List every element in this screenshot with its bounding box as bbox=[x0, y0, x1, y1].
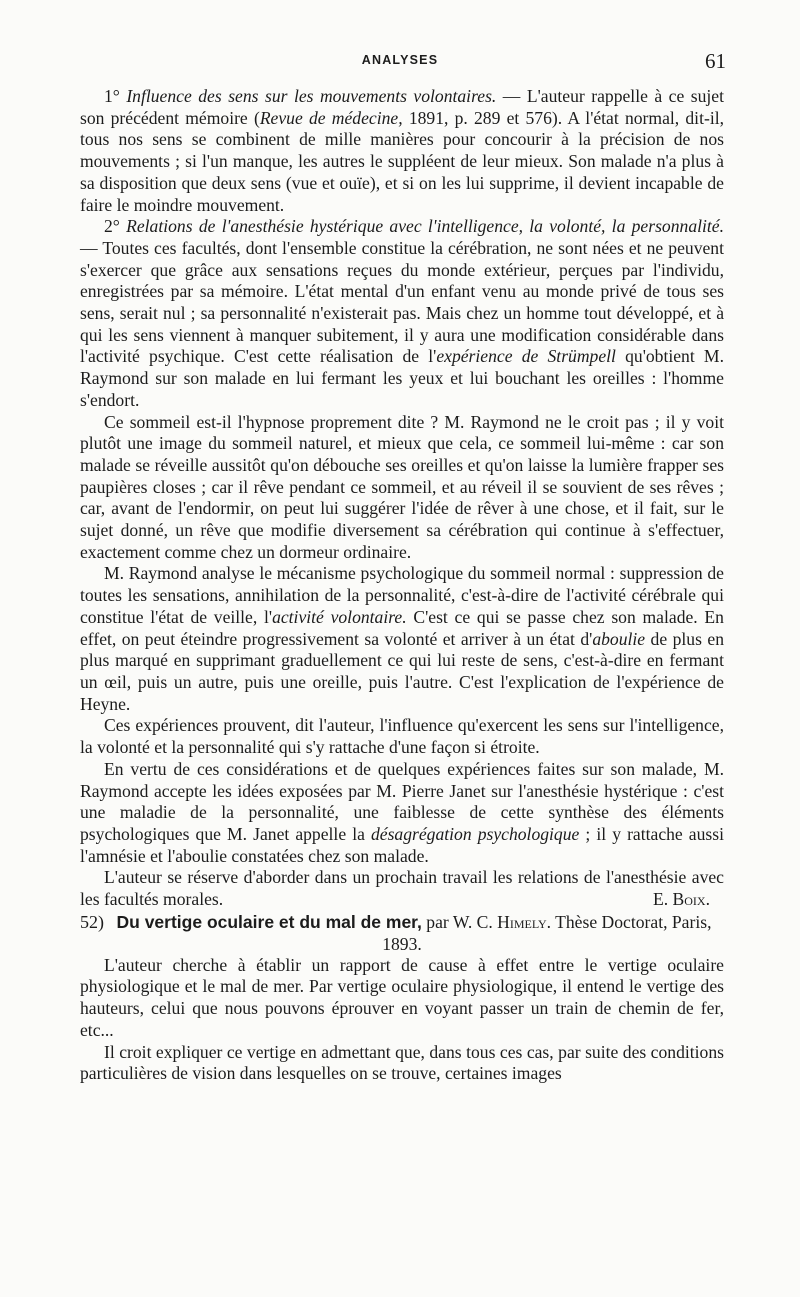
paragraph-number: 1° bbox=[104, 86, 120, 106]
paragraph-experiences: Ces expériences prouvent, dit l'auteur, l'influence qu'exercent les sens sur l'intelligence, la volonté et la personnalité qui s'y rattache d'une façon si étroite. bbox=[80, 715, 724, 758]
running-head bbox=[0, 50, 800, 74]
paragraph-vertige-intro: L'auteur cherche à établir un rapport de cause à effet entre le vertige oculaire physiologique et le mal de mer. Par vertige oculaire physiologique, il entend le vertige des hauteurs, celui que nous pouvons éprouver en voyant passer un train de chemin de fer, etc... bbox=[80, 954, 724, 1040]
paragraph-mecanisme bbox=[80, 563, 724, 715]
emphasis: aboulie bbox=[592, 628, 646, 649]
paragraph-influence-sens bbox=[80, 86, 724, 216]
section-author: Himely bbox=[497, 911, 547, 932]
author-signature: E. Boix. bbox=[652, 889, 710, 910]
paragraph-title: Relations de l'anesthésie hystérique avec l'intelligence, la volonté, la personnalité. bbox=[126, 216, 724, 237]
paragraph-vertige-explication: Il croit expliquer ce vertige en admettant que, dans tous ces cas, par suite des conditions particulières de vision dans lesquelles on se trouve, certaines images bbox=[80, 1041, 724, 1084]
citation: Revue de médecine, bbox=[259, 107, 403, 128]
section-heading bbox=[80, 911, 724, 955]
page-number: 61 bbox=[705, 49, 726, 73]
paragraph-text: — Toutes ces facultés, dont l'ensemble constitue la cérébration, ne sont nées et ne peuvent s'exercer que grâce aux sensations reçues du monde extérieur, perçues par l'individu, enregistrées par sa mémoire. L'état mental d'un enfant venu au monde privé de tous ses sens, serait nul ; sa personnalité n'existerait pas. Mais chez un homme tout développé, et à qui les sens viennent à manquer subitement, il y aura une modification considérable dans l'activité psychique. C'est cette réalisation de l' bbox=[80, 237, 724, 367]
section-details: . Thèse Doctorat, Paris, 1893. bbox=[382, 911, 712, 954]
paragraph-relations-anesthesie bbox=[80, 216, 724, 411]
paragraph-text: 1891, p. 289 et 576). A l'état normal, dit-il, tous nos sens se combinent de mille manières pour concourir à la précision de nos mouvements ; si l'un manque, les autres le suppléent de leur mieux. Son malade n'a plus à sa disposition que deux sens (vue et ouïe), et si on les lui supprime, il devient incapable de faire le moindre mouvement. bbox=[80, 107, 724, 215]
paragraph-text: L'auteur se réserve d'aborder dans un prochain travail les relations de l'anesthésie avec les facultés morales. bbox=[80, 867, 724, 910]
emphasis: activité volontaire. bbox=[272, 606, 407, 627]
paragraph-text: ; il y rattache aussi l'amnésie et l'aboulie constatées chez son malade. bbox=[80, 823, 724, 866]
paragraph-sommeil: Ce sommeil est-il l'hypnose proprement dite ? M. Raymond ne le croit pas ; il y voit plutôt une image du sommeil naturel, et mieux que cela, ce sommeil lui-même : car son malade se réveille aussitôt qu'on débouche ses oreilles et qu'on laisse la lumière frapper ses paupières closes ; car il rêve pendant ce sommeil, et au réveil il se souvient de ses rêves ; car, avant de l'endormir, on peut lui suggérer l'idée de rêver à une chose, et il fait, sur le sujet donné, un rêve que modifie diversement sa cérébration qui continue à s'effectuer, exactement comme chez un dormeur ordinaire. bbox=[80, 411, 724, 562]
paragraph-number: 2° bbox=[104, 216, 120, 237]
paragraph-text: — L'auteur rappelle à ce sujet son précédent mémoire ( bbox=[80, 86, 724, 128]
emphasis: désagrégation psychologique bbox=[370, 823, 580, 844]
paragraph-text: En vertu de ces considérations et de quelques expériences faites sur son malade, M. Raymond accepte les idées exposées par M. Pierre Janet sur l'anesthésie hystérique : c'est une maladie de la personnalité, une faiblesse de cette synthèse des éléments psychologiques que M. Janet appelle la bbox=[80, 758, 724, 844]
running-title: ANALYSES bbox=[361, 53, 439, 67]
paragraph-title: Influence des sens sur les mouvements volontaires. bbox=[126, 86, 497, 106]
section-title: Du vertige oculaire et du mal de mer, bbox=[116, 911, 422, 932]
emphasis: expérience de Strümpell bbox=[436, 346, 616, 367]
section-byline: par W. C. bbox=[421, 911, 498, 932]
body-text bbox=[80, 86, 724, 1085]
section-number: 52) bbox=[80, 911, 104, 932]
paragraph-text: M. Raymond analyse le mécanisme psychologique du sommeil normal : suppression de toutes les sensations, annihilation de la personnalité, c'est-à-dire de l'activité cérébrale qui constitue l'état de veille, l' bbox=[80, 563, 724, 627]
paragraph-text: C'est ce qui se passe chez son malade. En effet, on peut éteindre progressivement sa volonté et arriver à un état d' bbox=[80, 606, 724, 649]
paragraph-conclusion bbox=[80, 867, 724, 910]
paragraph-janet bbox=[80, 759, 724, 868]
paragraph-text: qu'obtient M. Raymond sur son malade en lui fermant les yeux et lui bouchant les oreilles : l'homme s'endort. bbox=[80, 346, 724, 410]
paragraph-text: de plus en plus marqué en supprimant graduellement ce qui lui reste de sens, c'est-à-dire en fermant un œil, puis un autre, puis une oreille, puis l'autre. C'est l'explication de l'expérience de Heyne. bbox=[80, 628, 724, 714]
